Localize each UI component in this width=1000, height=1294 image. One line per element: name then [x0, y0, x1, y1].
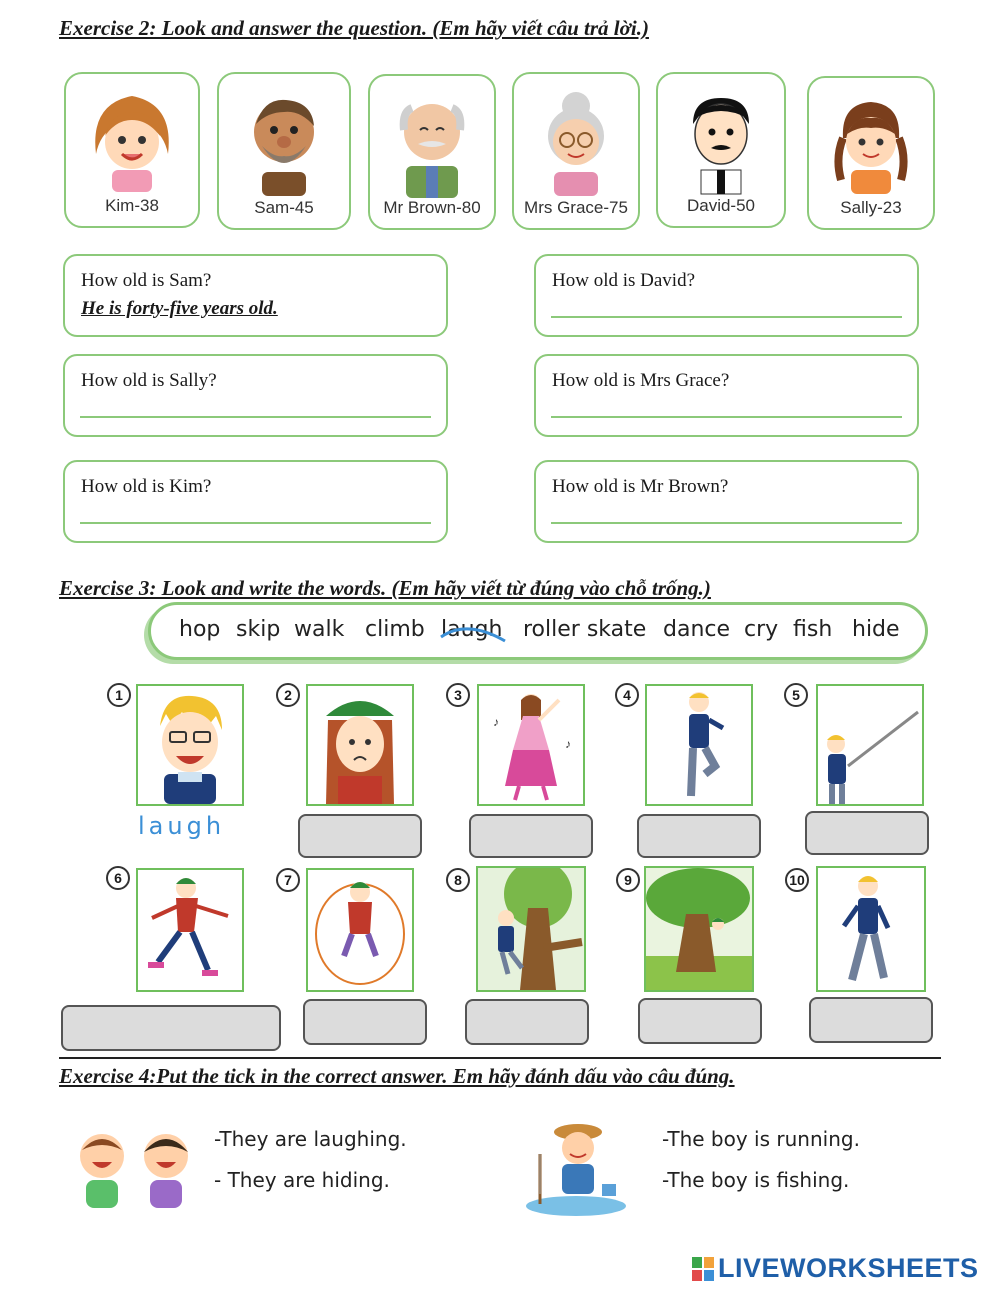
answer-box[interactable]	[805, 811, 929, 855]
picture-dance	[477, 684, 585, 806]
david-illustration	[671, 84, 771, 196]
option-boy-is-running[interactable]: -The boy is running.	[662, 1127, 860, 1151]
answer-line[interactable]	[551, 416, 902, 418]
answer-box[interactable]	[809, 997, 933, 1043]
person-card-sally	[807, 76, 935, 230]
picture-walk	[816, 866, 926, 992]
word-bank-item-crossed: laugh	[441, 617, 503, 642]
question-text: How old is Kim?	[81, 476, 212, 497]
exercise-3-heading: Exercise 3: Look and write the words. (Em hãy viết từ đúng vào chỗ trống.)	[59, 576, 711, 600]
person-card-kim	[64, 72, 200, 228]
question-box-kim	[63, 460, 448, 543]
boy-walking-illustration	[818, 868, 924, 990]
person-card-mrs-grace	[512, 72, 640, 230]
boy-hopping-illustration	[647, 686, 751, 804]
word-bank-item: roller skate	[523, 617, 647, 642]
item-number: 7	[276, 868, 300, 892]
question-box-david	[534, 254, 919, 337]
word-bank-item: climb	[365, 617, 425, 642]
sam-illustration	[234, 84, 334, 196]
brand-name: LIVEWORKSHEETS	[718, 1253, 979, 1283]
picture-roller-skate	[136, 868, 244, 992]
answer-box[interactable]	[465, 999, 589, 1045]
answer-box[interactable]	[61, 1005, 281, 1051]
answer-line[interactable]	[80, 522, 431, 524]
word-bank	[148, 602, 928, 660]
picture-hop	[645, 684, 753, 806]
girl-crying-illustration	[308, 686, 412, 804]
word-bank-item: hop	[179, 617, 221, 642]
strike-through-mark	[437, 615, 509, 649]
answer-box[interactable]	[303, 999, 427, 1045]
person-card-mr-brown	[368, 74, 496, 230]
question-box-sam	[63, 254, 448, 337]
answer-line[interactable]	[80, 416, 431, 418]
word-bank-item: fish	[793, 617, 833, 642]
picture-cry	[306, 684, 414, 806]
person-label: Mrs Grace-75	[524, 198, 628, 217]
kim-illustration	[82, 84, 182, 194]
example-answer: He is forty-five years old.	[81, 298, 278, 319]
word-bank-item: dance	[663, 617, 731, 642]
example-answer-laugh: laugh	[138, 812, 226, 840]
picture-climb	[476, 866, 586, 992]
answer-line[interactable]	[551, 522, 902, 524]
girl-dancing-illustration	[479, 686, 583, 804]
item-number: 5	[784, 683, 808, 707]
svg-text:♪: ♪	[565, 737, 571, 751]
item-number: 2	[276, 683, 300, 707]
mrs-grace-illustration	[526, 84, 626, 196]
picture-skip	[306, 868, 414, 992]
word-bank-item: walk	[294, 617, 345, 642]
person-label: David-50	[686, 196, 756, 215]
option-they-are-hiding[interactable]: - They are hiding.	[214, 1168, 390, 1192]
boy-fishing-icon	[520, 1114, 632, 1218]
section-divider	[59, 1057, 941, 1059]
item-number: 6	[106, 866, 130, 890]
word-bank-item: cry	[744, 617, 779, 642]
item-number: 10	[785, 868, 809, 892]
person-card-david	[656, 72, 786, 228]
picture-laugh	[136, 684, 244, 806]
boy-climbing-tree-illustration	[478, 868, 584, 990]
answer-box[interactable]	[638, 998, 762, 1044]
question-text: How old is Mrs Grace?	[552, 370, 730, 391]
girl-roller-skating-illustration	[138, 870, 242, 990]
exercise-4-heading: Exercise 4:Put the tick in the correct answer. Em hãy đánh dấu vào câu đúng.	[59, 1064, 735, 1088]
word-bank-item: hide	[852, 617, 900, 642]
item-number: 4	[615, 683, 639, 707]
exercise-2-heading: Exercise 2: Look and answer the question. (Em hãy viết câu trả lời.)	[59, 16, 649, 40]
question-text: How old is Sally?	[81, 370, 217, 391]
children-laughing-illustration	[68, 1122, 200, 1214]
item-number: 3	[446, 683, 470, 707]
answer-line[interactable]	[551, 316, 902, 318]
liveworksheets-logo	[692, 1253, 992, 1285]
item-number: 9	[616, 868, 640, 892]
question-text: How old is Mr Brown?	[552, 476, 729, 497]
question-text: How old is Sam?	[81, 270, 212, 291]
boy-laughing-illustration	[138, 686, 242, 804]
person-label: Mr Brown-80	[383, 198, 481, 217]
person-card-sam	[217, 72, 351, 230]
person-label: Sam-45	[254, 198, 314, 217]
picture-hide	[644, 866, 754, 992]
picture-fish	[816, 684, 924, 806]
liveworksheets-icon	[692, 1257, 714, 1281]
answer-box[interactable]	[469, 814, 593, 858]
item-number: 8	[446, 868, 470, 892]
item-number: 1	[107, 683, 131, 707]
boy-fishing-illustration	[818, 686, 922, 804]
question-box-mrs-grace	[534, 354, 919, 437]
answer-box[interactable]	[637, 814, 761, 858]
girl-skipping-illustration	[308, 870, 412, 990]
mr-brown-illustration	[382, 86, 482, 198]
svg-text:♪: ♪	[493, 715, 499, 729]
person-label: Kim-38	[105, 196, 159, 215]
boy-hiding-behind-tree-illustration	[646, 868, 752, 990]
question-box-sally	[63, 354, 448, 437]
option-they-are-laughing[interactable]: -They are laughing.	[214, 1127, 407, 1151]
person-label: Sally-23	[840, 198, 902, 217]
word-bank-item: skip	[236, 617, 281, 642]
option-boy-is-fishing[interactable]: -The boy is fishing.	[662, 1168, 850, 1192]
answer-box[interactable]	[298, 814, 422, 858]
sally-illustration	[821, 88, 921, 196]
question-text: How old is David?	[552, 270, 696, 291]
question-box-mr-brown	[534, 460, 919, 543]
